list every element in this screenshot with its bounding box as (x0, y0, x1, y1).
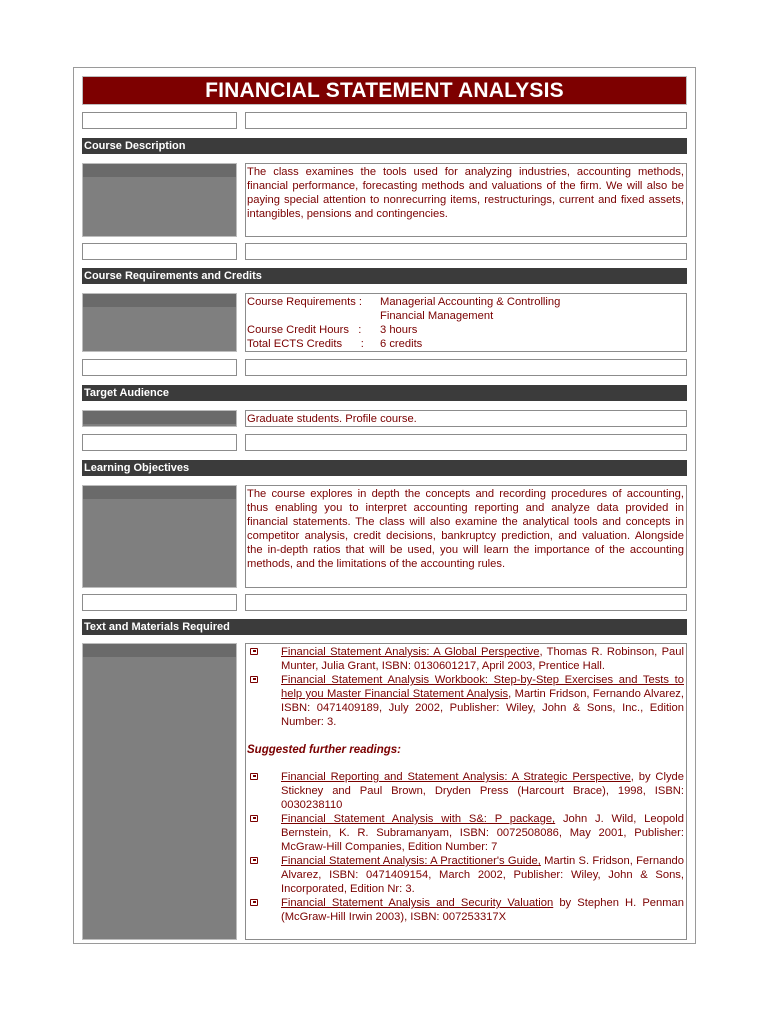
sidebar-block-audience (82, 410, 237, 427)
book-title-link[interactable]: Financial Statement Analysis: A Global Perspective (281, 646, 540, 658)
list-item (247, 854, 684, 896)
spacer-cell-right (245, 112, 687, 129)
book-title-link[interactable]: Financial Statement Analysis: A Practitioner's Guide, (281, 855, 541, 867)
square-bullet-icon (250, 648, 258, 655)
book-details: , by Clyde Stickney and Paul Brown, Dryden Press (Harcourt Brace), 1998, ISBN: 0030238110 (281, 771, 685, 811)
requirement-label: Course Credit Hours : (247, 324, 368, 336)
spacer-cell-left (82, 243, 237, 260)
list-item (247, 770, 684, 812)
book-details: , Thomas R. Robinson, Paul Munter, Julia Grant, ISBN: 0130601217, April 2003, Prentice Hall. (281, 646, 684, 672)
spacer-cell-left (82, 434, 237, 451)
requirement-label (247, 309, 380, 323)
book-title-link[interactable]: Financial Statement Analysis and Security Valuation (281, 897, 554, 909)
section-header-target-audience: Target Audience (82, 385, 687, 401)
list-item (247, 812, 684, 854)
spacer-cell-right (245, 243, 687, 260)
square-bullet-icon (250, 857, 258, 864)
learning-objectives-text: The course explores in depth the concepts and recording procedures of accounting, thus enabling you to interpret accounting reporting and analyze data provided in financial statements. The class will also examine the analytical tools and concepts in competitor analysis, credit decisions, bankruptcy prediction, and valuation. Alongside the in-depth ratios that will be used, you will learn the importance of the accounting methods, and the limitations of the accounting rules. (245, 485, 687, 588)
requirement-row (247, 295, 684, 309)
sidebar-block-materials (82, 643, 237, 940)
spacer-cell-right (245, 594, 687, 611)
sidebar-block-description (82, 163, 237, 237)
requirement-value: 3 hours (380, 324, 418, 336)
square-bullet-icon (250, 899, 258, 906)
list-item (247, 645, 684, 673)
book-title-link[interactable]: Financial Statement Analysis with S&: P package, (281, 813, 556, 825)
requirement-label: Course Requirements : (247, 296, 366, 308)
requirement-label: Total ECTS Credits : (247, 338, 367, 350)
further-readings-heading: Suggested further readings: (247, 744, 401, 756)
spacer-cell-left (82, 594, 237, 611)
book-details: by Stephen H. Penman (McGraw-Hill Irwin 2003), ISBN: 007253317X (281, 897, 684, 923)
spacer-cell-left (82, 359, 237, 376)
materials-box (245, 643, 687, 940)
requirement-value: Financial Management (380, 310, 494, 322)
section-header-requirements: Course Requirements and Credits (82, 268, 687, 284)
square-bullet-icon (250, 815, 258, 822)
book-title-link[interactable]: Financial Reporting and Statement Analysis: A Strategic Perspective (281, 771, 631, 783)
book-details: Martin S. Fridson, Fernando Alvarez, ISBN: 0471409154, March 2002, Publisher: Wiley, John & Sons, Incorporated, Edition Nr: 3. (281, 855, 684, 895)
required-texts-list (247, 645, 684, 729)
list-item (247, 673, 684, 729)
square-bullet-icon (250, 773, 258, 780)
square-bullet-icon (250, 676, 258, 683)
book-details: , Martin Fridson, Fernando Alvarez, ISBN: 0471409189, July 2002, Publisher: Wiley, John & Sons, Inc., Edition Number: 3. (281, 688, 684, 728)
course-description-text: The class examines the tools used for analyzing industries, accounting methods, financial performance, forecasting methods and valuations of the firm. We will also be paying special attention to nonrecurring items, restructurings, current and fixed assets, intangibles, pensions and contingencies. (245, 163, 687, 237)
requirement-row (247, 309, 684, 323)
further-readings-list (247, 770, 684, 924)
requirement-row (247, 323, 684, 337)
section-header-learning-objectives: Learning Objectives (82, 460, 687, 476)
target-audience-text: Graduate students. Profile course. (245, 410, 687, 427)
spacer-cell-right (245, 359, 687, 376)
sidebar-block-objectives (82, 485, 237, 588)
book-details: John J. Wild, Leopold Bernstein, K. R. Subramanyam, ISBN: 0072508086, May 2001, Publisher: McGraw-Hill Companies, Edition Number: 7 (281, 813, 684, 853)
sidebar-block-requirements (82, 293, 237, 352)
spacer-cell-right (245, 434, 687, 451)
book-title-link[interactable]: Financial Statement Analysis Workbook: Step-by-Step Exercises and Tests to help you Master Financial Statement Analysis (281, 674, 684, 700)
requirement-row (247, 337, 684, 351)
section-header-materials: Text and Materials Required (82, 619, 687, 635)
requirement-value: Managerial Accounting & Controlling (380, 296, 561, 308)
requirement-value: 6 credits (380, 338, 423, 350)
section-header-course-description: Course Description (82, 138, 687, 154)
list-item (247, 896, 684, 924)
page-title: FINANCIAL STATEMENT ANALYSIS (82, 76, 687, 105)
spacer-cell-left (82, 112, 237, 129)
requirements-box (245, 293, 687, 352)
